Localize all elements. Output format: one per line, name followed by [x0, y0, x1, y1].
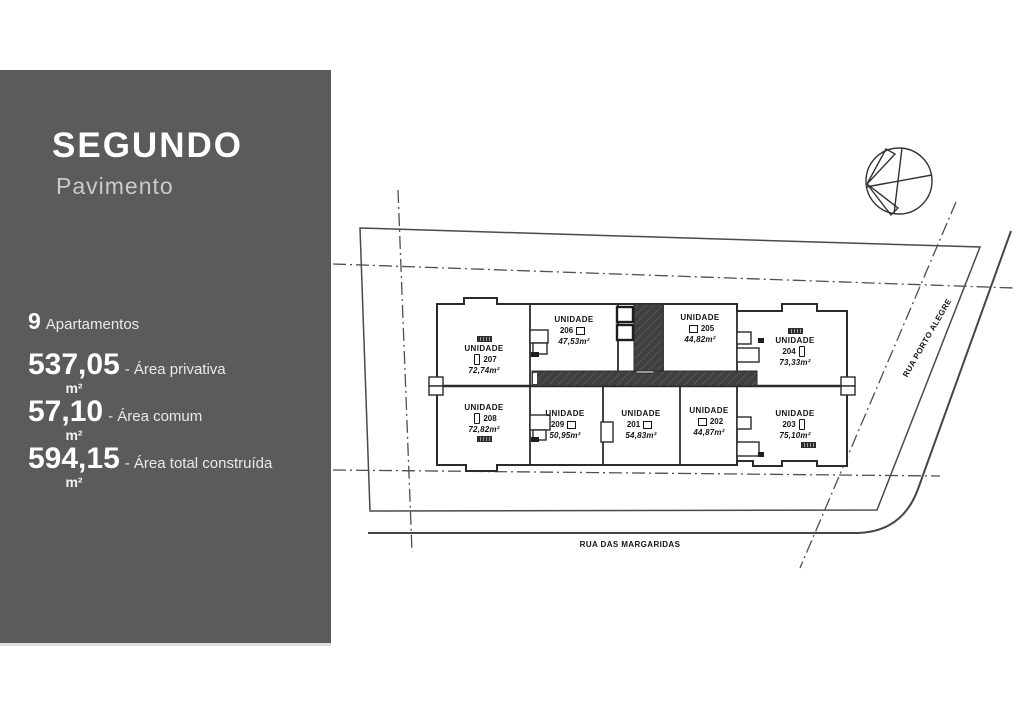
unit-label-203: UNIDADE 203 75,10m²	[749, 408, 841, 449]
unit-label-205: UNIDADE 205 44,82m²	[680, 313, 720, 344]
vent-icon	[477, 336, 492, 342]
street-label-margaridas: RUA DAS MARGARIDAS	[579, 540, 681, 549]
north-compass-icon	[866, 148, 932, 215]
stats-list	[28, 308, 318, 488]
stat-common-area: 57,10 m² - Área comum	[28, 394, 203, 443]
unit-label-202: UNIDADE 202 44,87m²	[689, 406, 729, 437]
info-panel	[0, 70, 331, 643]
door-icon	[799, 346, 805, 357]
door-icon	[474, 354, 480, 365]
floor-title: SEGUNDO	[52, 126, 243, 165]
unit-label-204: UNIDADE 204 73,33m²	[749, 327, 841, 368]
stat-apartments: 9 Apartamentos	[28, 308, 140, 334]
door-icon	[576, 327, 585, 335]
unit-label-206: UNIDADE 206 47,53m²	[554, 315, 594, 346]
corridor-opening	[533, 373, 537, 384]
door-icon	[643, 421, 652, 429]
street-label-porto-alegre: RUA PORTO ALEGRE	[901, 296, 954, 379]
vent-icon	[477, 436, 492, 442]
unit-label-209: UNIDADE 209 50,95m²	[545, 409, 585, 440]
stat-total-area: 594,15 m² - Área total construída	[28, 441, 273, 490]
door-icon	[689, 325, 698, 333]
door-icon	[474, 413, 480, 424]
unit-label-207: UNIDADE 207 72,74m²	[438, 335, 530, 376]
door-icon	[567, 421, 576, 429]
door-icon	[799, 419, 805, 430]
vent-icon	[801, 442, 816, 448]
vent-icon	[788, 328, 803, 334]
unit-label-208: UNIDADE 208 72,82m²	[438, 402, 530, 443]
unit-label-201: UNIDADE 201 54,83m²	[621, 409, 661, 440]
floor-subtitle: Pavimento	[56, 173, 174, 199]
stat-private-area: 537,05 m² - Área privativa	[28, 347, 226, 396]
door-icon	[698, 418, 707, 426]
